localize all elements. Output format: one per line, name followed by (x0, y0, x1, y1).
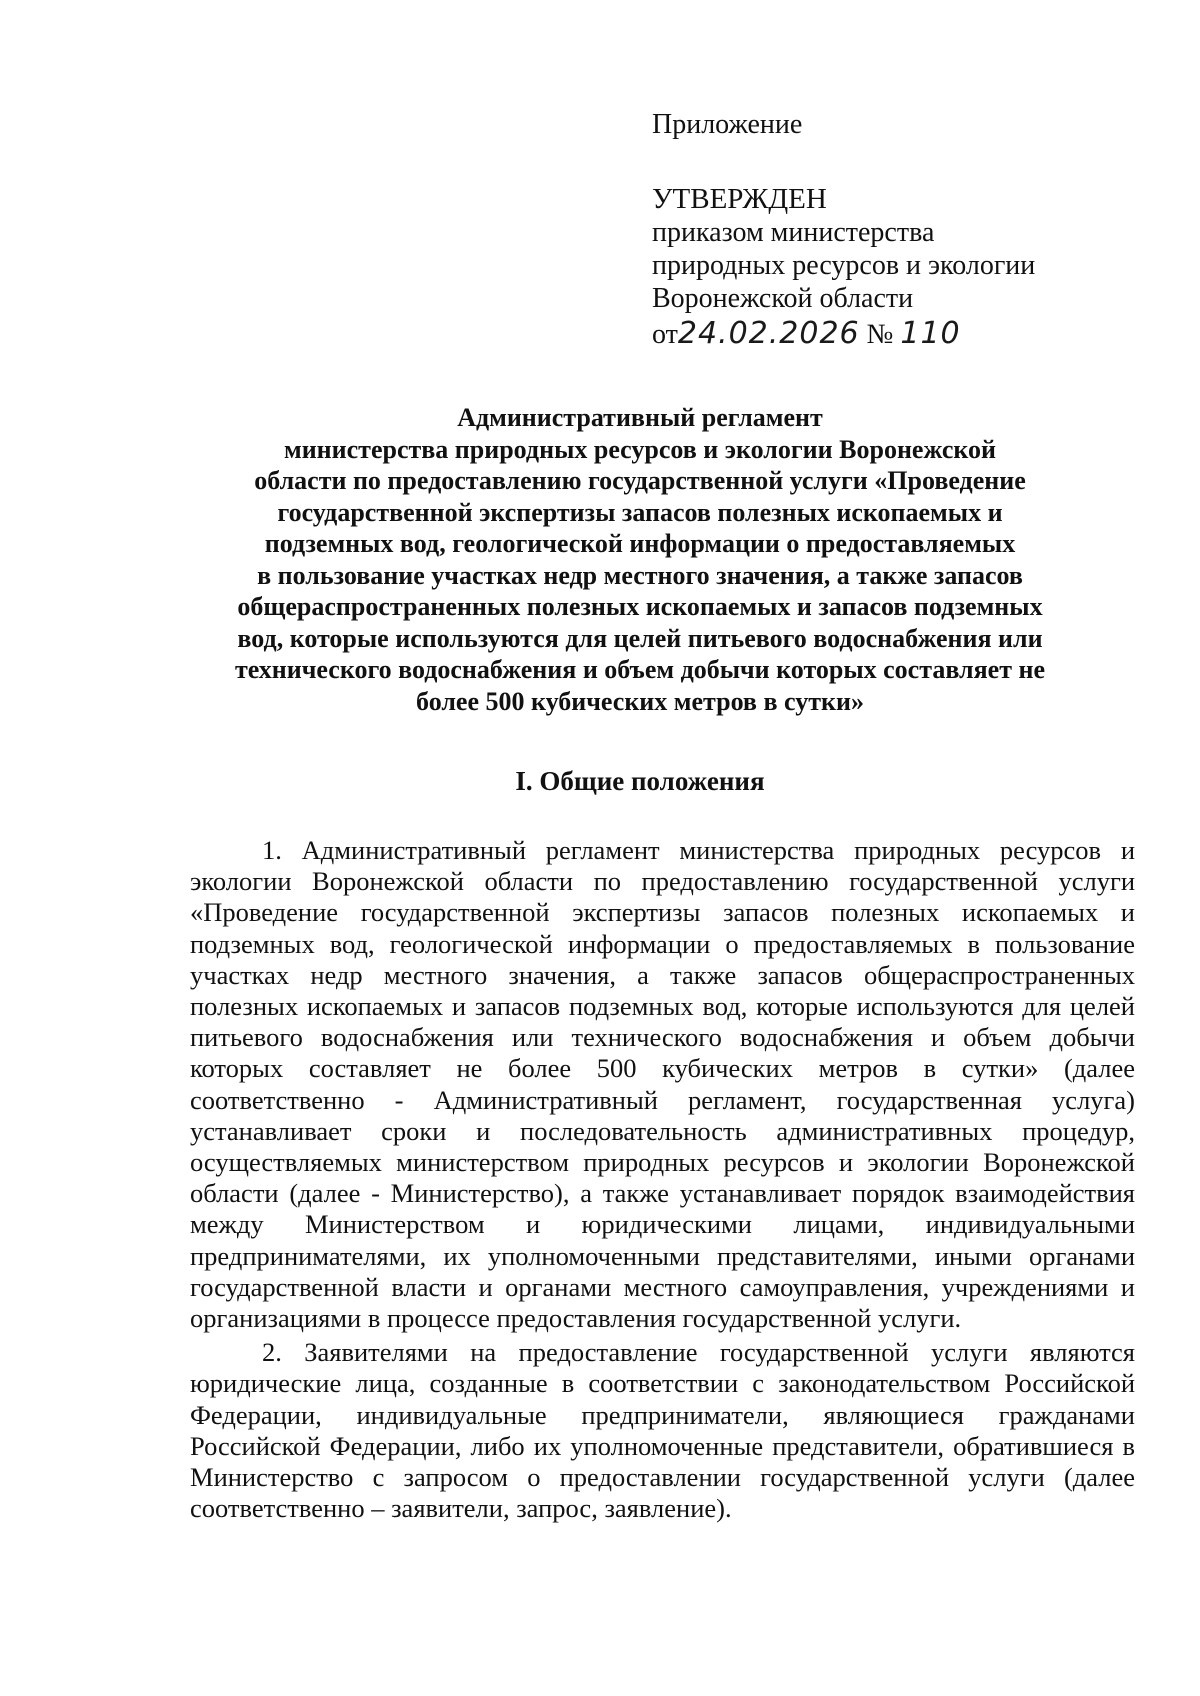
order-line: природных ресурсов и экологии (652, 250, 1036, 281)
title-line: министерства природных ресурсов и экологии Воронежской (283, 434, 997, 464)
number-prefix: № (866, 319, 894, 350)
order-line: Воронежской области (652, 283, 914, 314)
title-line: подземных вод, геологической информации о предоставляемых (264, 529, 1016, 558)
title-line: государственной экспертизы запасов полезных ископаемых и (277, 497, 1003, 527)
title-line: вод, которые используются для целей питьевого водоснабжения или (237, 623, 1043, 653)
title-line: более 500 кубических метров в сутки» (416, 686, 864, 716)
title-line: в пользование участках недр местного значения, а также запасов (257, 560, 1023, 590)
paragraph-2: 2. Заявителями на предоставление государственной услуги являются юридические лица, созданные в соответствии с законодательством Российской Федерации, индивидуальные предприниматели, являющиеся гражданами Российской Федерации, либо их уполномоченные представители, обратившиеся в Министерство с запросом о предоставлении государственной услуги (далее соответственно – заявители, запрос, заявление). (190, 1337, 1135, 1524)
date-prefix: от (652, 319, 678, 350)
appendix-label: Приложение (652, 109, 803, 140)
title-line: области по предоставлению государственной услуги «Проведение (254, 466, 1026, 495)
approval-block (652, 108, 1035, 351)
paragraph-1: 1. Административный регламент министерства природных ресурсов и экологии Воронежской области по предоставлению государственной услуги «Проведение государственной экспертизы запасов полезных ископаемых и подземных вод, геологической информации о предоставляемых в пользование участках недр местного значения, а также запасов общераспространенных полезных ископаемых и запасов подземных вод, которые используются для целей питьевого водоснабжения или технического водоснабжения и объем добычи которых составляет не более 500 кубических метров в сутки» (далее соответственно - Административный регламент, государственная услуга) устанавливает сроки и последовательность административных процедур, осуществляемых министерством природных ресурсов и экологии Воронежской области (далее - Министерство), а также устанавливает порядок взаимодействия между Министерством и юридическими лицами, индивидуальными предпринимателями, их уполномоченными представителями, иными органами государственной власти и органами местного самоуправления, учреждениями и организациями в процессе предоставления государственной услуги. (190, 835, 1135, 1334)
order-line: приказом министерства (652, 217, 935, 248)
title-line: технического водоснабжения и объем добычи которых составляет не (235, 655, 1045, 684)
title-line: общераспространенных полезных ископаемых и запасов подземных (237, 592, 1043, 621)
document-body (190, 835, 1135, 1524)
title-line: Административный регламент (457, 403, 823, 432)
handwritten-number: 110 (900, 316, 961, 351)
handwritten-date: 24.02.2026 (677, 316, 860, 351)
document-title (180, 402, 1100, 717)
approved-label: УТВЕРЖДЕН (652, 183, 827, 215)
order-date-line (652, 317, 1035, 351)
section-heading: I. Общие положения (515, 766, 765, 796)
